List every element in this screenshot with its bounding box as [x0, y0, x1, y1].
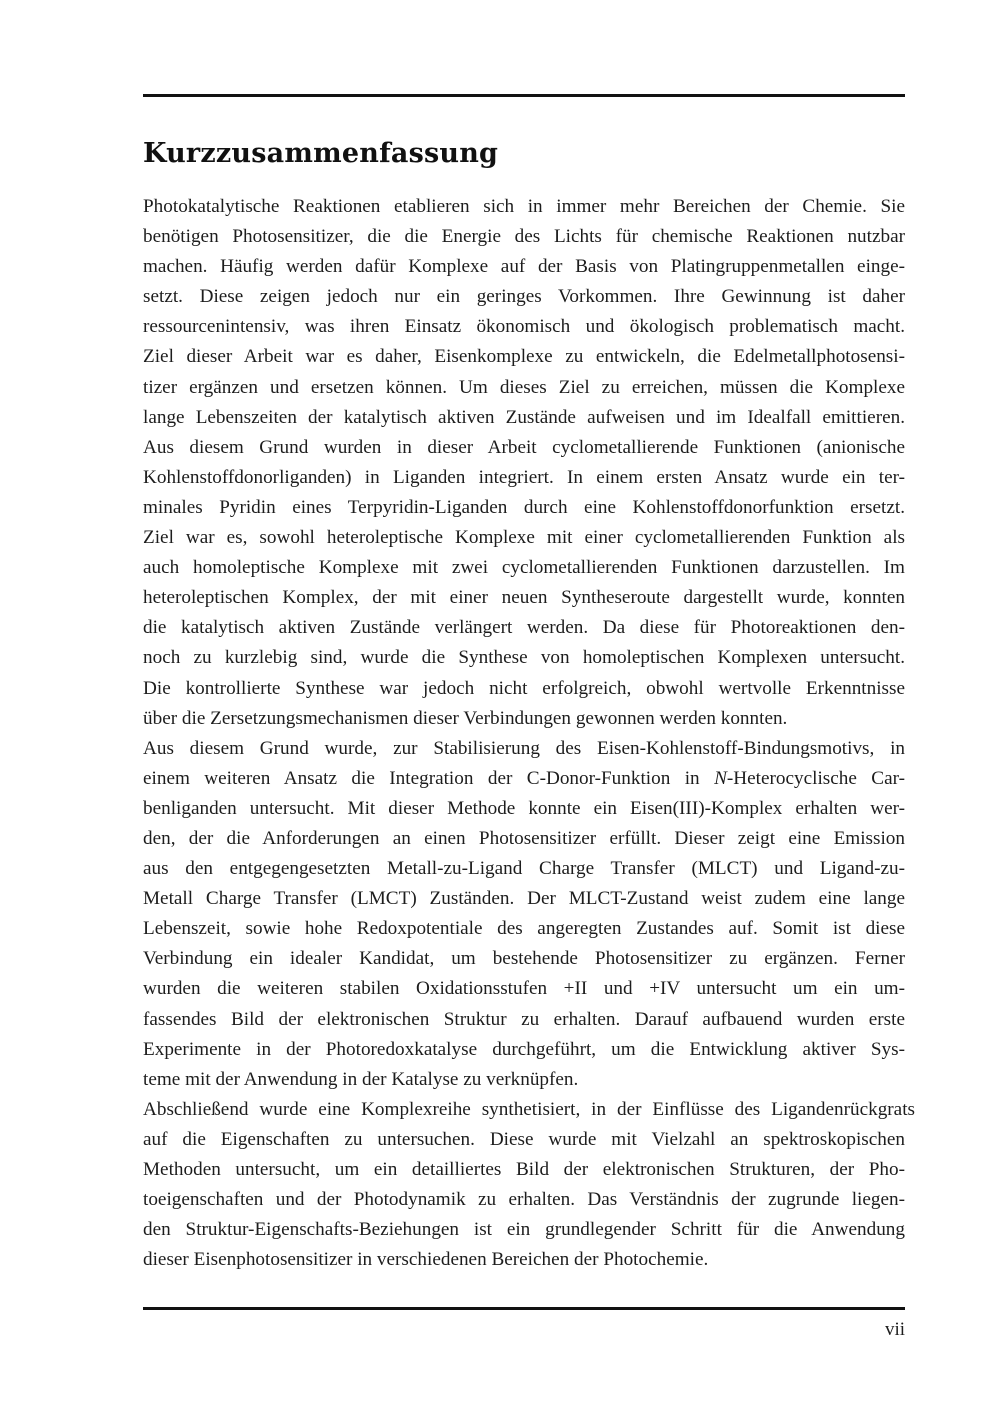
- text-line: machen. Häufig werden dafür Komplexe auf der Basis von Platingruppenmetallen einge-: [143, 256, 905, 278]
- text-line: wurden die weiteren stabilen Oxidationsstufen +II und +IV untersucht um ein um-: [143, 978, 905, 1000]
- header-rule: [143, 94, 905, 97]
- text-line: die katalytisch aktiven Zustände verlängert werden. Da diese für Photoreaktionen den-: [143, 617, 905, 639]
- text-line: Ziel war es, sowohl heteroleptische Komplexe mit einer cyclometallierenden Funktion als: [143, 527, 905, 549]
- text-line: Abschließend wurde eine Komplexreihe synthetisiert, in der Einflüsse des Ligandenrückgrats: [143, 1098, 915, 1120]
- text-line: benliganden untersucht. Mit dieser Methode konnte ein Eisen(III)-Komplex erhalten wer-: [143, 797, 905, 819]
- text-line: Lebenszeit, sowie hohe Redoxpotentiale des angeregten Zustandes auf. Somit ist diese: [143, 918, 905, 940]
- text-line: den, der die Anforderungen an einen Photosensitizer erfüllt. Dieser zeigt eine Emission: [143, 827, 905, 849]
- text-line: benötigen Photosensitizer, die die Energie des Lichts für chemische Reaktionen nutzbar: [143, 226, 905, 248]
- text-line: ressourcenintensiv, was ihren Einsatz ökonomisch und ökologisch problematisch macht.: [143, 316, 905, 338]
- text-line: Aus diesem Grund wurden in dieser Arbeit cyclometallierende Funktionen (anionische: [143, 436, 905, 458]
- text-line: auf die Eigenschaften zu untersuchen. Diese wurde mit Vielzahl an spektroskopischen: [143, 1128, 905, 1150]
- page-number: vii: [884, 1319, 905, 1340]
- footer-rule: [143, 1307, 905, 1310]
- text-segment: einem weiteren Ansatz die Integration der C-Donor-Funktion in: [143, 767, 715, 789]
- text-line: Photokatalytische Reaktionen etablieren sich in immer mehr Bereichen der Chemie. Sie: [143, 196, 905, 217]
- text-line: toeigenschaften und der Photodynamik zu erhalten. Das Verständnis der zugrunde liegen-: [143, 1189, 905, 1211]
- text-line: Methoden untersucht, um ein detailliertes Bild der elektronischen Strukturen, der Pho-: [143, 1159, 905, 1180]
- text-line: Metall Charge Transfer (LMCT) Zuständen. Der MLCT-Zustand weist zudem eine lange: [143, 888, 905, 910]
- text-line: setzt. Diese zeigen jedoch nur ein geringes Vorkommen. Ihre Gewinnung ist daher: [143, 286, 905, 308]
- text-line: teme mit der Anwendung in der Katalyse zu verknüpfen.: [143, 1068, 579, 1090]
- text-line: Aus diesem Grund wurde, zur Stabilisierung des Eisen-Kohlenstoff-Bindungsmotivs, in: [143, 737, 905, 759]
- text-line: Experimente in der Photoredoxkatalyse durchgeführt, um die Entwicklung aktiver Sys-: [143, 1038, 905, 1060]
- text-line: auch homoleptische Komplexe mit zwei cyclometallierenden Funktionen darzustellen. Im: [143, 557, 905, 579]
- text-line: minales Pyridin eines Terpyridin-Liganden durch eine Kohlenstoffdonorfunktion ersetzt.: [143, 496, 905, 518]
- text-line: Ziel dieser Arbeit war es daher, Eisenkomplexe zu entwickeln, die Edelmetallphotosensi-: [143, 346, 905, 368]
- text-line: fassendes Bild der elektronischen Struktur zu erhalten. Darauf aufbauend wurden erste: [143, 1008, 905, 1030]
- text-line: Die kontrollierte Synthese war jedoch nicht erfolgreich, obwohl wertvolle Erkenntnisse: [143, 677, 905, 699]
- section-title: Kurzzusammenfassung: [143, 138, 499, 169]
- text-line-with-italic: [143, 764, 905, 794]
- text-line: Kohlenstoffdonorliganden) in Liganden integriert. In einem ersten Ansatz wurde ein ter-: [143, 466, 905, 488]
- text-line: den Struktur-Eigenschafts-Beziehungen ist ein grundlegender Schritt für die Anwendung: [143, 1219, 905, 1241]
- text-line: über die Zersetzungsmechanismen dieser Verbindungen gewonnen werden konnten.: [143, 707, 788, 729]
- text-line: heteroleptischen Komplex, der mit einer neuen Syntheseroute dargestellt wurde, konnten: [143, 587, 905, 609]
- text-line: Verbindung ein idealer Kandidat, um bestehende Photosensitizer zu ergänzen. Ferner: [143, 948, 905, 970]
- italic-n: N: [714, 767, 727, 789]
- text-line: dieser Eisenphotosensitizer in verschiedenen Bereichen der Photochemie.: [143, 1249, 709, 1271]
- abstract-body: [143, 192, 913, 1275]
- text-line: tizer ergänzen und ersetzen können. Um dieses Ziel zu erreichen, müssen die Komplexe: [143, 376, 905, 398]
- text-line: lange Lebenszeiten der katalytisch aktiven Zustände aufweisen und im Idealfall emittieren.: [143, 406, 905, 428]
- text-line: noch zu kurzlebig sind, wurde die Synthese von homoleptischen Komplexen untersucht.: [143, 647, 905, 669]
- text-line: aus den entgegengesetzten Metall-zu-Ligand Charge Transfer (MLCT) und Ligand-zu-: [143, 858, 905, 880]
- text-segment: -Heterocyclische Car-: [726, 767, 905, 789]
